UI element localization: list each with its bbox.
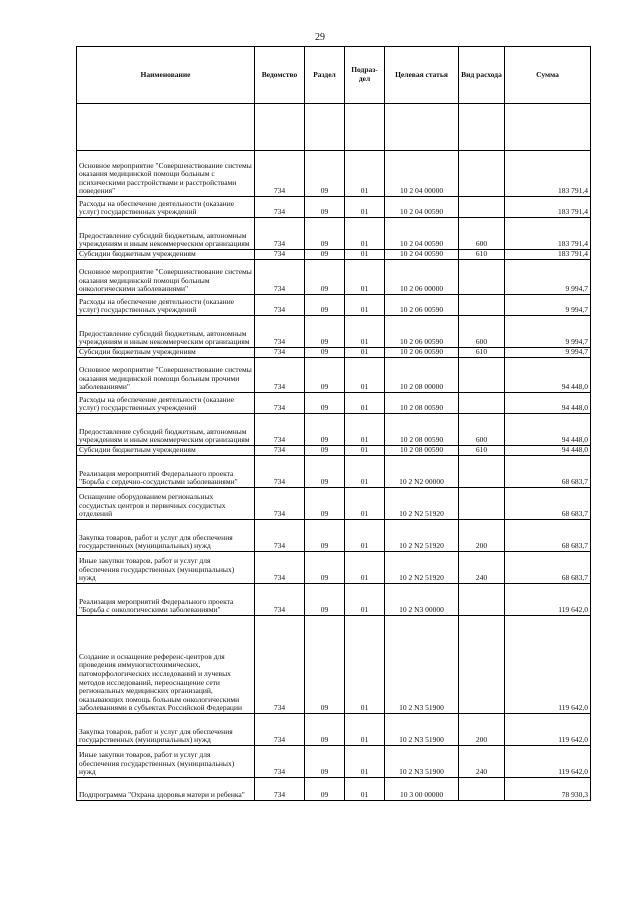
table-row bbox=[77, 584, 591, 616]
row-dept-cell: 734 bbox=[255, 616, 305, 714]
row-sum-cell: 68 683,7 bbox=[505, 552, 591, 584]
row-sum-cell: 68 683,7 bbox=[505, 488, 591, 520]
row-sum-cell: 183 791,4 bbox=[505, 250, 591, 260]
row-sum-cell: 119 642,0 bbox=[505, 584, 591, 616]
row-sum-cell: 9 994,7 bbox=[505, 295, 591, 316]
row-dept-cell: 734 bbox=[255, 250, 305, 260]
row-target-cell: 10 2 06 00590 bbox=[385, 348, 459, 358]
table-row bbox=[77, 250, 591, 260]
row-exp-type-cell: 610 bbox=[459, 446, 505, 456]
row-target-cell: 10 2 06 00590 bbox=[385, 295, 459, 316]
table-row bbox=[77, 778, 591, 801]
row-dept-cell: 734 bbox=[255, 584, 305, 616]
row-section-cell: 09 bbox=[305, 456, 345, 488]
row-section-cell: 09 bbox=[305, 260, 345, 295]
header-name: Наименование bbox=[77, 47, 255, 104]
row-sum-cell: 183 791,4 bbox=[505, 218, 591, 250]
table-row bbox=[77, 714, 591, 746]
header-sum: Сумма bbox=[505, 47, 591, 104]
row-subsection-cell: 01 bbox=[345, 393, 385, 414]
header-subsection: Подраз-дел bbox=[345, 47, 385, 104]
row-name-cell: Реализация мероприятий Федерального проекта "Борьба с сердечно-сосудистыми заболеваниями" bbox=[77, 456, 255, 488]
row-exp-type-cell bbox=[459, 197, 505, 218]
row-name-cell: Предоставление субсидий бюджетным, автономным учреждениям и иным некоммерческим организациям bbox=[77, 316, 255, 348]
row-target-cell: 10 2 N2 51920 bbox=[385, 520, 459, 552]
row-dept-cell: 734 bbox=[255, 260, 305, 295]
row-section-cell: 09 bbox=[305, 714, 345, 746]
row-sum-cell: 68 683,7 bbox=[505, 456, 591, 488]
row-name-cell: Расходы на обеспечение деятельности (оказание услуг) государственных учреждений bbox=[77, 197, 255, 218]
header-section: Раздел bbox=[305, 47, 345, 104]
row-name-cell: Оснащение оборудованием региональных сосудистых центров и первичных сосудистых отделений bbox=[77, 488, 255, 520]
row-section-cell: 09 bbox=[305, 250, 345, 260]
row-section-cell: 09 bbox=[305, 446, 345, 456]
table-row bbox=[77, 151, 591, 197]
row-sum-cell: 78 930,3 bbox=[505, 778, 591, 801]
row-exp-type-cell bbox=[459, 358, 505, 393]
row-section-cell: 09 bbox=[305, 414, 345, 446]
row-dept-cell: 734 bbox=[255, 316, 305, 348]
row-dept-cell: 734 bbox=[255, 218, 305, 250]
row-target-cell: 10 2 N3 51900 bbox=[385, 714, 459, 746]
row-exp-type-cell: 240 bbox=[459, 552, 505, 584]
header-exp-type: Вид расхода bbox=[459, 47, 505, 104]
budget-table bbox=[76, 46, 591, 801]
row-subsection-cell: 01 bbox=[345, 151, 385, 197]
row-target-cell: 10 2 08 00590 bbox=[385, 446, 459, 456]
row-dept-cell: 734 bbox=[255, 151, 305, 197]
row-target-cell: 10 2 08 00590 bbox=[385, 414, 459, 446]
row-name-cell: Закупка товаров, работ и услуг для обеспечения государственных (муниципальных) нужд bbox=[77, 714, 255, 746]
row-target-cell: 10 2 06 00000 bbox=[385, 260, 459, 295]
row-exp-type-cell: 610 bbox=[459, 348, 505, 358]
row-name-cell: Создание и оснащение референс-центров для проведения иммуногистохимических, патоморфологических исследований и лучевых методов исследований, переоснащение сети региональных медицинских организаций, оказывающих помощь больным онкологическими заболеваниями в субъектах Российской Федерации bbox=[77, 616, 255, 714]
row-sum-cell: 183 791,4 bbox=[505, 151, 591, 197]
page-number: 29 bbox=[315, 32, 325, 43]
row-section-cell: 09 bbox=[305, 393, 345, 414]
row-section-cell: 09 bbox=[305, 348, 345, 358]
row-exp-type-cell: 600 bbox=[459, 218, 505, 250]
row-sum-cell: 94 448,0 bbox=[505, 414, 591, 446]
row-subsection-cell: 01 bbox=[345, 348, 385, 358]
table-row bbox=[77, 295, 591, 316]
row-subsection-cell: 01 bbox=[345, 714, 385, 746]
row-exp-type-cell bbox=[459, 393, 505, 414]
row-name-cell: Основное мероприятие "Совершенствование системы оказания медицинской помощи больным с психическими расстройствами и расстройствами поведения" bbox=[77, 151, 255, 197]
row-exp-type-cell bbox=[459, 151, 505, 197]
row-target-cell: 10 2 08 00000 bbox=[385, 358, 459, 393]
row-name-cell: Иные закупки товаров, работ и услуг для обеспечения государственных (муниципальных) нужд bbox=[77, 552, 255, 584]
row-name-cell: Расходы на обеспечение деятельности (оказание услуг) государственных учреждений bbox=[77, 295, 255, 316]
row-subsection-cell: 01 bbox=[345, 456, 385, 488]
row-dept-cell: 734 bbox=[255, 488, 305, 520]
row-exp-type-cell: 200 bbox=[459, 714, 505, 746]
row-sum-cell: 119 642,0 bbox=[505, 616, 591, 714]
row-subsection-cell: 01 bbox=[345, 218, 385, 250]
table-row bbox=[77, 358, 591, 393]
row-subsection-cell: 01 bbox=[345, 616, 385, 714]
row-name-cell: Предоставление субсидий бюджетным, автономным учреждениям и иным некоммерческим организациям bbox=[77, 218, 255, 250]
row-subsection-cell: 01 bbox=[345, 778, 385, 801]
table-row bbox=[77, 414, 591, 446]
table-spacer-row bbox=[77, 104, 591, 151]
row-subsection-cell: 01 bbox=[345, 446, 385, 456]
row-subsection-cell: 01 bbox=[345, 295, 385, 316]
row-section-cell: 09 bbox=[305, 218, 345, 250]
row-exp-type-cell bbox=[459, 616, 505, 714]
row-exp-type-cell bbox=[459, 488, 505, 520]
row-name-cell: Основное мероприятие "Совершенствование системы оказания медицинской помощи больным онкологическими заболеваниями" bbox=[77, 260, 255, 295]
row-dept-cell: 734 bbox=[255, 295, 305, 316]
table-row bbox=[77, 446, 591, 456]
row-dept-cell: 734 bbox=[255, 197, 305, 218]
row-sum-cell: 94 448,0 bbox=[505, 393, 591, 414]
row-exp-type-cell: 610 bbox=[459, 250, 505, 260]
table-header bbox=[77, 47, 591, 104]
row-exp-type-cell: 200 bbox=[459, 520, 505, 552]
row-dept-cell: 734 bbox=[255, 414, 305, 446]
row-exp-type-cell: 600 bbox=[459, 316, 505, 348]
row-sum-cell: 183 791,4 bbox=[505, 197, 591, 218]
table-row bbox=[77, 393, 591, 414]
row-section-cell: 09 bbox=[305, 616, 345, 714]
header-target: Целевая статья bbox=[385, 47, 459, 104]
table-row bbox=[77, 456, 591, 488]
row-subsection-cell: 01 bbox=[345, 260, 385, 295]
row-dept-cell: 734 bbox=[255, 446, 305, 456]
row-subsection-cell: 01 bbox=[345, 584, 385, 616]
row-name-cell: Субсидии бюджетным учреждениям bbox=[77, 250, 255, 260]
table-row bbox=[77, 197, 591, 218]
row-subsection-cell: 01 bbox=[345, 250, 385, 260]
row-name-cell: Субсидии бюджетным учреждениям bbox=[77, 348, 255, 358]
row-name-cell: Закупка товаров, работ и услуг для обеспечения государственных (муниципальных) нужд bbox=[77, 520, 255, 552]
row-exp-type-cell: 240 bbox=[459, 746, 505, 778]
row-subsection-cell: 01 bbox=[345, 316, 385, 348]
row-exp-type-cell bbox=[459, 456, 505, 488]
row-section-cell: 09 bbox=[305, 316, 345, 348]
row-sum-cell: 9 994,7 bbox=[505, 260, 591, 295]
row-subsection-cell: 01 bbox=[345, 358, 385, 393]
row-section-cell: 09 bbox=[305, 358, 345, 393]
row-sum-cell: 9 994,7 bbox=[505, 316, 591, 348]
table-body bbox=[77, 104, 591, 801]
header-dept: Ведомство bbox=[255, 47, 305, 104]
row-dept-cell: 734 bbox=[255, 358, 305, 393]
row-target-cell: 10 2 04 00590 bbox=[385, 218, 459, 250]
table-row bbox=[77, 348, 591, 358]
row-subsection-cell: 01 bbox=[345, 552, 385, 584]
row-sum-cell: 119 642,0 bbox=[505, 746, 591, 778]
table-row bbox=[77, 260, 591, 295]
row-exp-type-cell: 600 bbox=[459, 414, 505, 446]
row-target-cell: 10 2 N3 00000 bbox=[385, 584, 459, 616]
row-section-cell: 09 bbox=[305, 197, 345, 218]
row-sum-cell: 94 448,0 bbox=[505, 446, 591, 456]
row-name-cell: Реализация мероприятий Федерального проекта "Борьба с онкологическими заболеваниями" bbox=[77, 584, 255, 616]
row-dept-cell: 734 bbox=[255, 393, 305, 414]
row-dept-cell: 734 bbox=[255, 348, 305, 358]
row-name-cell: Иные закупки товаров, работ и услуг для обеспечения государственных (муниципальных) нужд bbox=[77, 746, 255, 778]
row-target-cell: 10 2 N3 51900 bbox=[385, 616, 459, 714]
row-target-cell: 10 2 N3 51900 bbox=[385, 746, 459, 778]
row-section-cell: 09 bbox=[305, 778, 345, 801]
row-section-cell: 09 bbox=[305, 151, 345, 197]
row-exp-type-cell bbox=[459, 260, 505, 295]
table-row bbox=[77, 616, 591, 714]
table-row bbox=[77, 552, 591, 584]
row-sum-cell: 94 448,0 bbox=[505, 358, 591, 393]
row-section-cell: 09 bbox=[305, 746, 345, 778]
row-sum-cell: 9 994,7 bbox=[505, 348, 591, 358]
row-name-cell: Субсидии бюджетным учреждениям bbox=[77, 446, 255, 456]
row-sum-cell: 119 642,0 bbox=[505, 714, 591, 746]
table-row bbox=[77, 218, 591, 250]
row-dept-cell: 734 bbox=[255, 520, 305, 552]
row-exp-type-cell bbox=[459, 295, 505, 316]
row-name-cell: Основное мероприятие "Совершенствование системы оказания медицинской помощи больным прочими заболеваниями" bbox=[77, 358, 255, 393]
row-section-cell: 09 bbox=[305, 520, 345, 552]
row-name-cell: Расходы на обеспечение деятельности (оказание услуг) государственных учреждений bbox=[77, 393, 255, 414]
table-row bbox=[77, 316, 591, 348]
row-target-cell: 10 2 N2 51920 bbox=[385, 488, 459, 520]
row-target-cell: 10 2 04 00590 bbox=[385, 250, 459, 260]
table-row bbox=[77, 488, 591, 520]
row-dept-cell: 734 bbox=[255, 714, 305, 746]
row-subsection-cell: 01 bbox=[345, 746, 385, 778]
row-section-cell: 09 bbox=[305, 584, 345, 616]
row-dept-cell: 734 bbox=[255, 552, 305, 584]
row-exp-type-cell bbox=[459, 584, 505, 616]
row-subsection-cell: 01 bbox=[345, 488, 385, 520]
row-sum-cell: 68 683,7 bbox=[505, 520, 591, 552]
row-target-cell: 10 2 04 00000 bbox=[385, 151, 459, 197]
row-name-cell: Предоставление субсидий бюджетным, автономным учреждениям и иным некоммерческим организациям bbox=[77, 414, 255, 446]
row-section-cell: 09 bbox=[305, 488, 345, 520]
row-target-cell: 10 3 00 00000 bbox=[385, 778, 459, 801]
row-subsection-cell: 01 bbox=[345, 197, 385, 218]
table-row bbox=[77, 520, 591, 552]
row-subsection-cell: 01 bbox=[345, 414, 385, 446]
row-target-cell: 10 2 N2 00000 bbox=[385, 456, 459, 488]
table-row bbox=[77, 746, 591, 778]
row-dept-cell: 734 bbox=[255, 456, 305, 488]
row-section-cell: 09 bbox=[305, 295, 345, 316]
row-target-cell: 10 2 04 00590 bbox=[385, 197, 459, 218]
row-name-cell: Подпрограмма "Охрана здоровья матери и ребенка" bbox=[77, 778, 255, 801]
row-exp-type-cell bbox=[459, 778, 505, 801]
row-target-cell: 10 2 08 00590 bbox=[385, 393, 459, 414]
row-dept-cell: 734 bbox=[255, 778, 305, 801]
row-section-cell: 09 bbox=[305, 552, 345, 584]
row-target-cell: 10 2 N2 51920 bbox=[385, 552, 459, 584]
row-subsection-cell: 01 bbox=[345, 520, 385, 552]
row-dept-cell: 734 bbox=[255, 746, 305, 778]
row-target-cell: 10 2 06 00590 bbox=[385, 316, 459, 348]
